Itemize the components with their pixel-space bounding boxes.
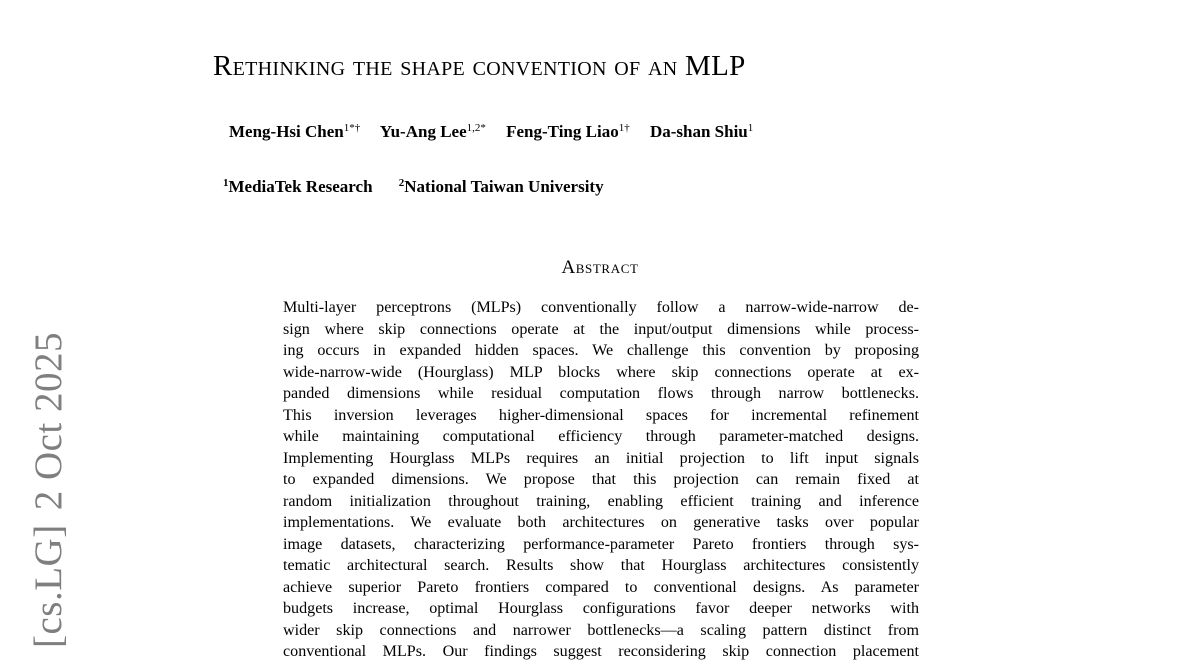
abstract-line: This inversion leverages higher-dimensional spaces for incremental refinement	[283, 406, 919, 424]
abstract-line: tematic architectural search. Results show that Hourglass architectures consistently	[283, 557, 919, 574]
arxiv-stamp	[26, 331, 72, 648]
author	[380, 122, 486, 141]
author-marks: 1	[747, 122, 754, 134]
abstract-line: sign where skip connections operate at the input/output dimensions while process-	[283, 320, 919, 338]
author-marks: 1†	[618, 122, 630, 134]
affiliation	[223, 177, 373, 196]
affiliation-list	[223, 177, 626, 197]
author-name: Feng-Ting Liao	[506, 122, 619, 141]
author-name: Yu-Ang Lee	[379, 122, 467, 141]
arxiv-date: 2 Oct 2025	[27, 331, 70, 511]
abstract-heading: Abstract	[561, 257, 639, 278]
author	[506, 122, 630, 141]
affiliation-mark: 2	[398, 177, 405, 189]
author-name: Da-shan Shiu	[649, 122, 748, 141]
abstract-line: budgets increase, optimal Hourglass configurations favor deeper networks with	[283, 600, 919, 617]
author-list	[229, 122, 769, 142]
abstract-line: achieve superior Pareto frontiers compared to conventional designs. As parameter	[283, 578, 919, 596]
abstract-line: panded dimensions while residual computation flows through narrow bottlenecks.	[283, 385, 919, 402]
paper-title: Rethinking the shape convention of an MLP	[213, 50, 746, 82]
abstract-line: while maintaining computational efficiency through parameter-matched designs.	[283, 428, 919, 445]
abstract-line: image datasets, characterizing performance-parameter Pareto frontiers through sys-	[283, 535, 919, 553]
abstract-line: Implementing Hourglass MLPs requires an initial projection to lift input signals	[283, 449, 919, 467]
author	[650, 122, 753, 141]
abstract-line: ing occurs in expanded hidden spaces. We challenge this convention by proposing	[283, 342, 919, 359]
abstract-line: implementations. We evaluate both architectures on generative tasks over popular	[283, 514, 919, 531]
affiliation-name: MediaTek Research	[228, 177, 373, 196]
affiliation-name: National Taiwan University	[404, 177, 604, 196]
arxiv-category: [cs.LG]	[27, 524, 70, 648]
author-marks: 1*†	[343, 122, 361, 134]
abstract-line: to expanded dimensions. We propose that this projection can remain fixed at	[283, 471, 919, 488]
abstract-line: random initialization throughout training, enabling efficient training and inference	[283, 492, 919, 510]
author-marks: 1,2*	[466, 122, 486, 134]
author-name: Meng-Hsi Chen	[229, 122, 344, 141]
abstract-line: Multi-layer perceptrons (MLPs) conventionally follow a narrow-wide-narrow de-	[283, 299, 919, 316]
abstract-line: wide-narrow-wide (Hourglass) MLP blocks where skip connections operate at ex-	[283, 363, 919, 381]
abstract-line: conventional MLPs. Our findings suggest reconsidering skip connection placement	[283, 643, 919, 660]
affiliation-mark: 1	[223, 177, 229, 189]
abstract-body	[283, 297, 919, 663]
affiliation	[399, 177, 604, 196]
abstract-line: wider skip connections and narrower bottlenecks—a scaling pattern distinct from	[283, 621, 919, 639]
author	[229, 122, 360, 141]
